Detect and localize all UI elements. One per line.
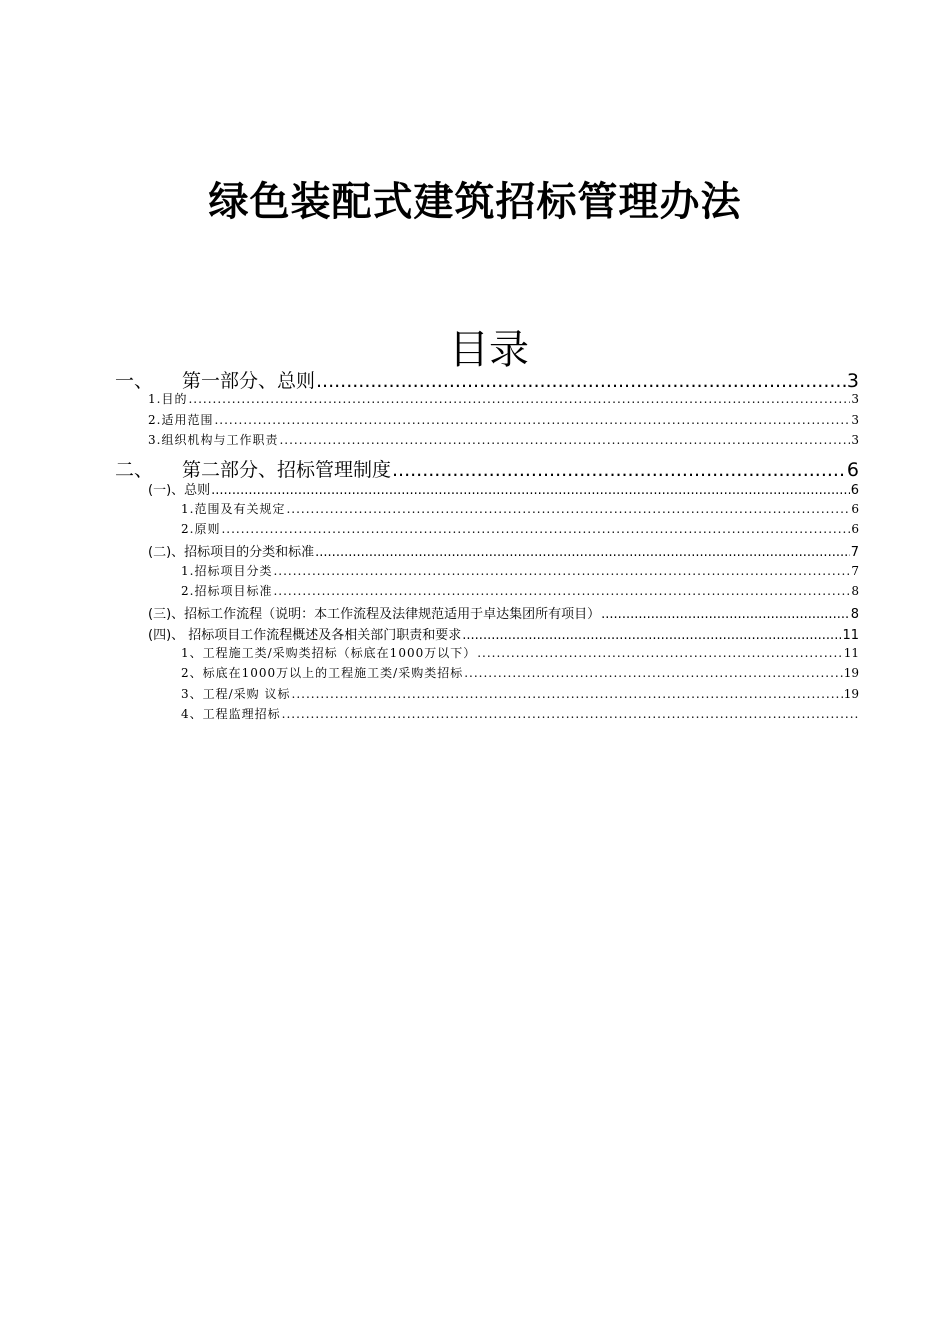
toc-entry[interactable]	[181, 562, 859, 580]
document-title: 绿色装配式建筑招标管理办法	[208, 179, 742, 225]
toc-entry-part-2[interactable]	[115, 455, 859, 479]
toc-entry-label: 第一部分、总则	[182, 370, 316, 390]
toc-entry-label: 1.目的	[148, 392, 188, 406]
toc-heading: 目录	[449, 327, 529, 373]
toc-leader	[315, 545, 850, 559]
toc-leader	[273, 564, 850, 578]
toc-page-number: 6	[851, 502, 859, 516]
toc-entry[interactable]	[148, 390, 859, 408]
toc-entry-label: (四)、 招标项目工作流程概述及各相关部门职责和要求	[148, 628, 462, 642]
toc-entry[interactable]	[181, 664, 859, 682]
toc-entry-label: 1、工程施工类/采购类招标（标底在1000万以下）	[181, 646, 477, 660]
toc-leader	[601, 607, 850, 621]
toc-entry-label: 2、标底在1000万以上的工程施工类/采购类招标	[181, 666, 464, 680]
toc-leader	[211, 483, 850, 497]
toc-entry-label: 4、工程监理招标	[181, 707, 281, 721]
toc-entry[interactable]	[181, 705, 859, 723]
toc-entry-label: (二)、招标项目的分类和标准	[148, 545, 315, 559]
toc-page-number: 19	[843, 687, 859, 701]
toc-entry-label: 3.组织机构与工作职责	[148, 433, 279, 447]
toc-leader	[279, 433, 850, 447]
toc-leader	[273, 584, 850, 598]
toc-entry[interactable]	[181, 520, 859, 538]
toc-entry[interactable]	[148, 411, 859, 429]
toc-leader	[392, 459, 846, 479]
toc-entry-label: 3、工程/采购 议标	[181, 687, 291, 701]
toc-page-number: 11	[843, 646, 859, 660]
toc-page-number: 11	[842, 628, 859, 642]
toc-leader	[221, 522, 850, 536]
toc-leader	[316, 370, 846, 390]
toc-entry-part-1[interactable]	[115, 366, 859, 390]
toc-page-number: 6	[851, 522, 859, 536]
toc-page-number: 3	[851, 413, 859, 427]
toc-page-number: 6	[850, 483, 859, 497]
toc-page-number: 8	[851, 584, 859, 598]
toc-leader	[214, 413, 850, 427]
toc-entry[interactable]	[181, 644, 859, 662]
toc-entry-number: 一、	[115, 370, 154, 390]
toc-page-number: 19	[843, 666, 859, 680]
toc-leader	[477, 646, 843, 660]
toc-page-number: 3	[851, 433, 859, 447]
toc-entry[interactable]	[181, 582, 859, 600]
toc-entry[interactable]	[148, 541, 859, 559]
toc-entry-label: 2.原则	[181, 522, 221, 536]
toc-page-number: 7	[850, 545, 859, 559]
toc-entry-label: 第二部分、招标管理制度	[182, 459, 392, 479]
toc-leader	[282, 707, 858, 721]
toc-page-number: 6	[846, 459, 859, 479]
toc-entry[interactable]	[148, 431, 859, 449]
toc-entry[interactable]	[148, 624, 859, 642]
toc-leader	[292, 687, 843, 701]
toc-entry-label: 1.招标项目分类	[181, 564, 273, 578]
toc-entry-number: 二、	[115, 459, 154, 479]
toc-leader	[462, 628, 841, 642]
toc-entry-label: 2.招标项目标准	[181, 584, 273, 598]
toc-entry-label: 2.适用范围	[148, 413, 214, 427]
toc-entry[interactable]	[148, 479, 859, 497]
toc-entry[interactable]	[148, 603, 859, 621]
toc-leader	[286, 502, 850, 516]
toc-page-number: 7	[851, 564, 859, 578]
toc-entry-label: 1.范围及有关规定	[181, 502, 286, 516]
toc-page-number: 3	[851, 392, 859, 406]
toc-page-number: 8	[850, 607, 859, 621]
toc-entry[interactable]	[181, 685, 859, 703]
toc-entry-label: (一)、总则	[148, 483, 211, 497]
toc-leader	[464, 666, 843, 680]
toc-entry[interactable]	[181, 500, 859, 518]
toc-page-number: 3	[846, 370, 859, 390]
toc-entry-label: (三)、招标工作流程（说明：本工作流程及法律规范适用于卓达集团所有项目）	[148, 607, 601, 621]
toc-leader	[188, 392, 850, 406]
